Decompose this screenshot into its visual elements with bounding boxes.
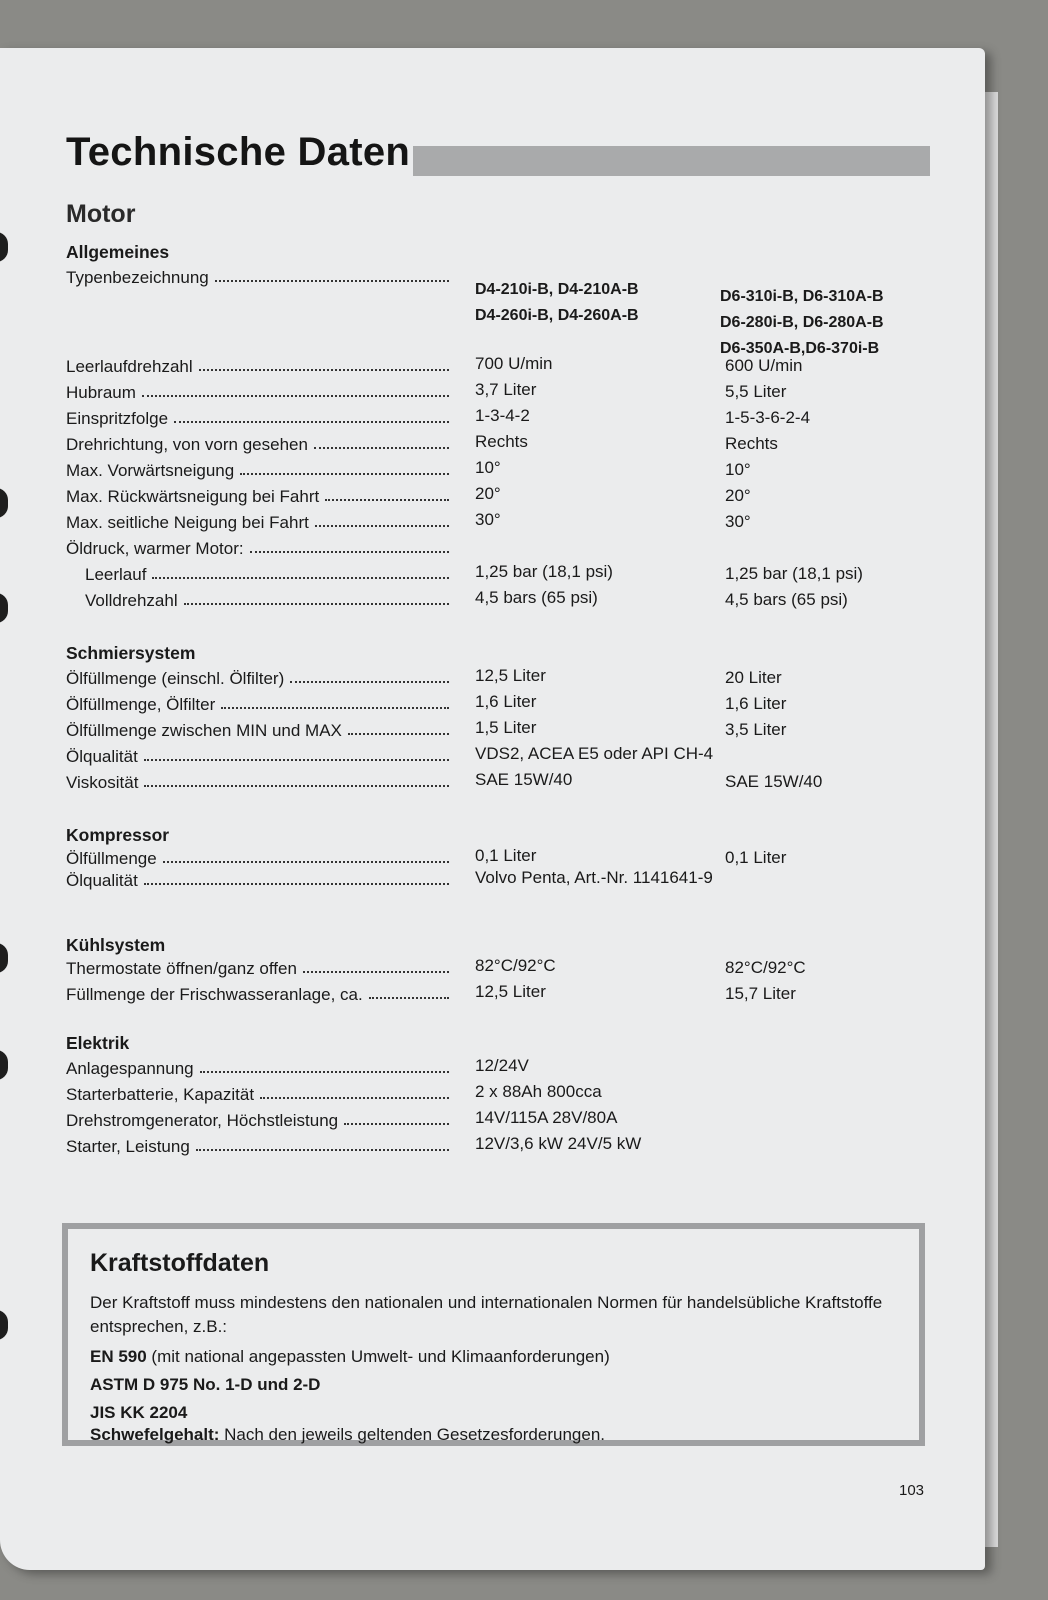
spec-label: Ölfüllmenge <box>66 849 157 868</box>
spec-label: Hubraum <box>66 383 136 402</box>
spec-row <box>66 1079 976 1105</box>
spec-label: Ölqualität <box>66 871 138 890</box>
spec-value-d4: 82°C/92°C <box>475 956 556 975</box>
spec-value-d6: 0,1 Liter <box>725 848 787 867</box>
spec-label: Volldrehzahl <box>85 591 178 610</box>
spec-value: 12V/3,6 kW 24V/5 kW <box>475 1134 642 1153</box>
spec-label: Starterbatterie, Kapazität <box>66 1085 255 1104</box>
spec-row <box>66 351 976 377</box>
section-schmiersystem: Schmiersystem <box>66 643 196 663</box>
spec-value-d4: SAE 15W/40 <box>475 770 573 789</box>
spec-value-d4: Volvo Penta, Art.-Nr. 1141641-9 <box>475 868 713 887</box>
fuel-sulfur: Schwefelgehalt: Nach den jeweils geltenden Gesetzesforderungen. <box>90 1425 606 1444</box>
spec-value-d4: Rechts <box>475 432 528 451</box>
spec-label: Thermostate öffnen/ganz offen <box>66 959 297 978</box>
spec-row <box>66 533 976 559</box>
spec-value-d6: 600 U/min <box>725 356 803 375</box>
spec-value-d4: 12,5 Liter <box>475 666 546 685</box>
spec-row <box>66 689 976 715</box>
spec-value-d4: 1,5 Liter <box>475 718 537 737</box>
spec-value-d6: 1,6 Liter <box>725 694 787 713</box>
spec-value-d4: 700 U/min <box>475 354 553 373</box>
spec-row <box>66 1053 976 1079</box>
spec-row <box>66 481 976 507</box>
section-elektrik: Elektrik <box>66 1033 130 1053</box>
section-kuehlsystem: Kühlsystem <box>66 935 166 955</box>
spec-row <box>66 953 976 979</box>
spec-row <box>66 377 976 403</box>
spec-label: Füllmenge der Frischwasseranlage, ca. <box>66 985 363 1004</box>
spec-value-d6: Rechts <box>725 434 778 453</box>
spec-row <box>66 455 976 481</box>
binding-ring <box>0 1050 8 1080</box>
spec-label: Leerlauf <box>85 565 147 584</box>
spec-row <box>66 403 976 429</box>
spec-label: Drehrichtung, von vorn gesehen <box>66 435 308 454</box>
spec-value-d6: 1-5-3-6-2-4 <box>725 408 811 427</box>
fuel-norm-astm: ASTM D 975 No. 1-D und 2-D <box>90 1375 321 1394</box>
spec-label: Starter, Leistung <box>66 1137 190 1156</box>
spec-value-d4: 3,7 Liter <box>475 380 537 399</box>
title-bar-decoration <box>413 146 930 176</box>
binding-ring <box>0 593 8 623</box>
spec-value-d4: 1-3-4-2 <box>475 406 530 425</box>
section-heading-motor: Motor <box>66 200 136 228</box>
fuel-data-box <box>62 1223 925 1446</box>
type-name: D6-280i-B, D6-280A-B <box>720 314 884 331</box>
binding-ring <box>0 1310 8 1340</box>
spec-label: Max. Vorwärtsneigung <box>66 461 235 480</box>
spec-value-d6: 1,25 bar (18,1 psi) <box>725 564 863 583</box>
binding-ring <box>0 232 8 262</box>
type-name: D6-310i-B, D6-310A-B <box>720 288 884 305</box>
spec-label: Ölfüllmenge (einschl. Ölfilter) <box>66 669 285 688</box>
spec-label: Typenbezeichnung <box>66 268 209 287</box>
spec-row <box>66 979 976 1005</box>
spec-value-d6: SAE 15W/40 <box>725 772 823 791</box>
type-name: D4-210i-B, D4-210A-B <box>475 281 639 298</box>
section-allgemeines: Allgemeines <box>66 242 170 262</box>
spec-value-d6: 4,5 bars (65 psi) <box>725 590 848 609</box>
spec-row <box>66 559 976 585</box>
page-title: Technische Daten <box>66 130 411 174</box>
spec-value: 12/24V <box>475 1056 529 1075</box>
spec-value-d6: 15,7 Liter <box>725 984 796 1003</box>
spec-value-d4: 12,5 Liter <box>475 982 546 1001</box>
fuel-norm-en590: EN 590 (mit national angepassten Umwelt- und Klimaanforderungen) <box>90 1347 610 1366</box>
spec-label: Anlagespannung <box>66 1059 194 1078</box>
spec-row <box>66 741 976 767</box>
spec-label: Drehstromgenerator, Höchstleistung <box>66 1111 339 1130</box>
spec-label: Ölfüllmenge zwischen MIN und MAX <box>66 721 342 740</box>
spec-row <box>66 663 976 689</box>
spec-value-d4: 1,25 bar (18,1 psi) <box>475 562 613 581</box>
spec-value-d6: 20 Liter <box>725 668 782 687</box>
spec-value-d4: VDS2, ACEA E5 oder API CH-4 <box>475 744 714 763</box>
spec-value: 2 x 88Ah 800cca <box>475 1082 602 1101</box>
spec-value: 14V/115A 28V/80A <box>475 1108 618 1127</box>
spec-label: Öldruck, warmer Motor: <box>66 539 244 558</box>
spec-label: Leerlaufdrehzahl <box>66 357 193 376</box>
spec-value-d6: 10° <box>725 460 751 479</box>
spec-value-d4: 20° <box>475 484 501 503</box>
spec-value-d4: 30° <box>475 510 501 529</box>
spec-label: Max. Rückwärtsneigung bei Fahrt <box>66 487 320 506</box>
spec-label: Max. seitliche Neigung bei Fahrt <box>66 513 309 532</box>
spec-value-d4: 10° <box>475 458 501 477</box>
fuel-title: Kraftstoffdaten <box>90 1249 270 1277</box>
spec-row <box>66 767 976 793</box>
spec-label: Viskosität <box>66 773 139 792</box>
spec-row <box>66 1105 976 1131</box>
type-name: D4-260i-B, D4-260A-B <box>475 307 639 324</box>
spec-row <box>66 585 976 611</box>
type-list-d4 <box>475 277 639 329</box>
spec-value-d6: 20° <box>725 486 751 505</box>
binding-ring <box>0 488 8 518</box>
spec-row <box>66 507 976 533</box>
type-name: D6-350A-B,D6-370i-B <box>720 340 880 357</box>
spec-value-d6: 3,5 Liter <box>725 720 787 739</box>
spec-value-d6: 5,5 Liter <box>725 382 787 401</box>
page-number: 103 <box>899 1482 925 1499</box>
spec-row <box>66 1131 976 1157</box>
fuel-norm-jis: JIS KK 2204 <box>90 1403 188 1422</box>
spec-value-d4: 0,1 Liter <box>475 846 537 865</box>
spec-row <box>66 865 976 891</box>
fuel-description: Der Kraftstoff muss mindestens den nationalen und internationalen Normen für handelsübliche Kraftstoffe entsprechen, z.B.: <box>90 1293 883 1336</box>
spec-value-d4: 4,5 bars (65 psi) <box>475 588 598 607</box>
spec-value-d6: 82°C/92°C <box>725 958 806 977</box>
spec-label: Einspritzfolge <box>66 409 169 428</box>
binding-ring <box>0 943 8 973</box>
spec-label: Ölqualität <box>66 747 138 766</box>
spec-label: Ölfüllmenge, Ölfilter <box>66 695 216 714</box>
spec-row <box>66 715 976 741</box>
section-kompressor: Kompressor <box>66 825 170 845</box>
spec-value-d6: 30° <box>725 512 751 531</box>
spec-row <box>66 429 976 455</box>
spec-value-d4: 1,6 Liter <box>475 692 537 711</box>
